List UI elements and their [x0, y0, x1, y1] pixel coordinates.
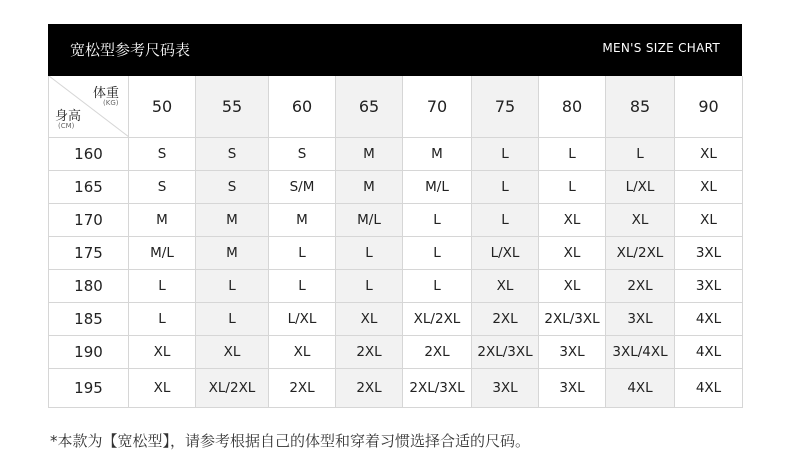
chart-title-en: MEN'S SIZE CHART	[602, 41, 720, 55]
size-cell: 4XL	[675, 336, 743, 369]
size-cell: L	[606, 138, 675, 171]
size-cell: 2XL	[472, 303, 539, 336]
size-cell: L/XL	[606, 171, 675, 204]
size-cell: L	[196, 270, 269, 303]
size-cell: L	[269, 237, 336, 270]
size-cell: M	[403, 138, 472, 171]
size-cell: 4XL	[606, 369, 675, 408]
size-cell: XL/2XL	[606, 237, 675, 270]
weight-header-cell: 60	[269, 76, 336, 138]
size-cell: L	[472, 138, 539, 171]
chart-title-cn: 宽松型参考尺码表	[70, 41, 191, 59]
size-cell: XL/2XL	[196, 369, 269, 408]
size-cell: M/L	[336, 204, 403, 237]
size-cell: XL	[472, 270, 539, 303]
size-cell: 2XL	[403, 336, 472, 369]
size-cell: S/M	[269, 171, 336, 204]
weight-header-cell: 50	[129, 76, 196, 138]
height-cell: 180	[49, 270, 129, 303]
weight-label: 体重	[93, 86, 120, 101]
weight-header-cell: 90	[675, 76, 743, 138]
size-cell: S	[129, 171, 196, 204]
size-cell: L	[539, 171, 606, 204]
height-cell: 195	[49, 369, 129, 408]
size-cell: M	[129, 204, 196, 237]
size-cell: 3XL	[539, 369, 606, 408]
weight-header-cell: 55	[196, 76, 269, 138]
size-row	[49, 204, 743, 237]
size-cell: 2XL	[606, 270, 675, 303]
size-cell: S	[196, 138, 269, 171]
size-cell: S	[196, 171, 269, 204]
size-cell: 2XL	[336, 336, 403, 369]
size-cell: XL	[539, 237, 606, 270]
size-cell: XL	[606, 204, 675, 237]
size-row	[49, 237, 743, 270]
size-cell: XL	[129, 369, 196, 408]
size-cell: XL	[539, 270, 606, 303]
size-cell: L	[129, 303, 196, 336]
weight-header-cell: 70	[403, 76, 472, 138]
size-cell: 3XL	[606, 303, 675, 336]
size-cell: L/XL	[269, 303, 336, 336]
size-cell: L	[403, 204, 472, 237]
size-cell: L	[129, 270, 196, 303]
size-cell: 2XL/3XL	[539, 303, 606, 336]
size-row	[49, 336, 743, 369]
size-cell: XL	[675, 171, 743, 204]
size-cell: 3XL	[472, 369, 539, 408]
weight-header-cell: 85	[606, 76, 675, 138]
size-cell: L	[403, 237, 472, 270]
size-cell: XL	[129, 336, 196, 369]
size-row	[49, 303, 743, 336]
size-cell: L	[336, 270, 403, 303]
height-unit: (CM)	[58, 122, 75, 130]
size-cell: 2XL	[336, 369, 403, 408]
weight-header-cell: 80	[539, 76, 606, 138]
corner-cell	[49, 76, 129, 138]
size-cell: 3XL	[675, 270, 743, 303]
size-cell: M	[196, 204, 269, 237]
fit-note: *本款为【宽松型】，请参考根据自己的体型和穿着习惯选择合适的尺码。	[50, 432, 531, 450]
size-row	[49, 369, 743, 408]
size-row	[49, 270, 743, 303]
size-cell: XL	[539, 204, 606, 237]
size-cell: 4XL	[675, 369, 743, 408]
weight-header-row	[49, 76, 743, 138]
size-cell: M	[196, 237, 269, 270]
weight-unit: (KG)	[103, 99, 119, 107]
size-cell: L	[269, 270, 336, 303]
size-cell: 4XL	[675, 303, 743, 336]
size-cell: XL	[336, 303, 403, 336]
weight-header-cell: 65	[336, 76, 403, 138]
size-cell: L	[472, 171, 539, 204]
size-cell: 2XL	[269, 369, 336, 408]
size-cell: XL	[196, 336, 269, 369]
size-cell: XL/2XL	[403, 303, 472, 336]
size-cell: 3XL	[675, 237, 743, 270]
size-cell: XL	[675, 138, 743, 171]
size-cell: M	[336, 171, 403, 204]
size-cell: XL	[675, 204, 743, 237]
size-cell: 3XL	[539, 336, 606, 369]
height-cell: 185	[49, 303, 129, 336]
size-cell: XL	[269, 336, 336, 369]
size-cell: L	[403, 270, 472, 303]
size-cell: M	[336, 138, 403, 171]
weight-header-cell: 75	[472, 76, 539, 138]
size-cell: 2XL/3XL	[472, 336, 539, 369]
size-cell: 3XL/4XL	[606, 336, 675, 369]
size-cell: M/L	[129, 237, 196, 270]
height-label: 身高	[55, 109, 82, 124]
height-cell: 160	[49, 138, 129, 171]
size-row	[49, 138, 743, 171]
size-cell: S	[129, 138, 196, 171]
height-cell: 190	[49, 336, 129, 369]
size-cell: M	[269, 204, 336, 237]
size-cell: L/XL	[472, 237, 539, 270]
size-cell: 2XL/3XL	[403, 369, 472, 408]
chart-header	[48, 24, 742, 76]
size-chart-table	[48, 76, 743, 408]
size-cell: L	[472, 204, 539, 237]
size-cell: L	[196, 303, 269, 336]
height-cell: 170	[49, 204, 129, 237]
size-row	[49, 171, 743, 204]
size-cell: L	[539, 138, 606, 171]
height-cell: 165	[49, 171, 129, 204]
size-cell: S	[269, 138, 336, 171]
height-cell: 175	[49, 237, 129, 270]
size-cell: M/L	[403, 171, 472, 204]
size-cell: L	[336, 237, 403, 270]
